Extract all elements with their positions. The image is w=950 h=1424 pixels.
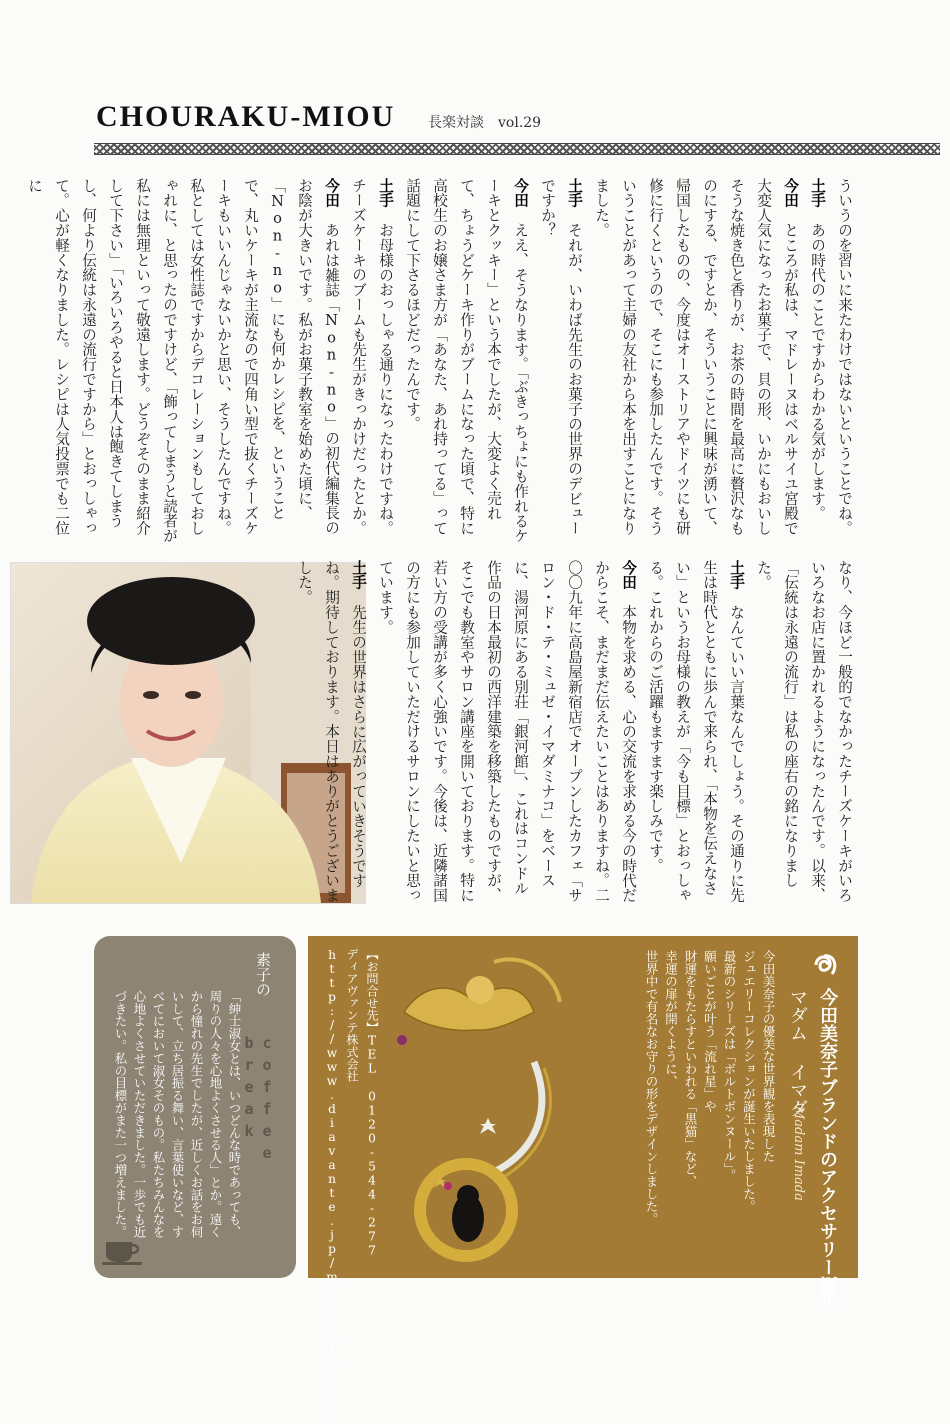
brand-advertisement [308, 936, 858, 1424]
article-paragraph [642, 560, 750, 910]
ad-headline: 今田美奈子ブランドのアクセサリー誕生 [817, 988, 838, 1312]
ad-contact-line: ディアヴァンテ株式会社 [345, 948, 359, 1083]
paragraph-text: なり、今ほど一般的でなかったチーズケーキがいろいろなお店に置かれるようになったんです。以来、「伝統は永遠の流行」は私の座右の銘になりました。 [755, 560, 853, 903]
ad-description-line: ジュエリーコレクションが誕生いたしました。 [741, 950, 757, 1213]
coffee-break-brand: coffee break [240, 1034, 276, 1166]
paragraph-text: 先生の世界はさらに広がっていきそうですね。期待しております。本日はありがとうございました。 [296, 560, 367, 903]
magazine-subtitle: 長楽対談 vol.29 [428, 115, 542, 131]
paragraph-text: あれは雑誌「Non-no」の初代編集長のお陰が大きいです。私がお菓子教室を始めた頃に、「Non-no」にも何かレシピを、ということで、丸いケーキが主流なので四角い型で抜くチーズケーキもいいんじゃないかと思い、そうしたんですね。私としては女性誌ですからデコレーションもしておしゃれに、と思ったのですけど、「飾ってしまうと読者が私には無理といって敬遠します。どうぞそのまま紹介して下さい」「いろいろやると日本人は飽きてしまうし、何より伝統は永遠の流行ですから」とおっしゃって。心が軽くなりました。レシピは人気投票でも二位に [26, 178, 340, 544]
article-paragraph [534, 178, 588, 546]
ad-description-line: 財運をもたらすといわれる「黒猫」など、 [683, 950, 698, 1188]
article-bottom [296, 560, 858, 910]
jewelry-illustration [384, 942, 584, 1268]
article-top [26, 178, 858, 546]
paragraph-text: ええ、そうなります。「ぶきっちょにも作れるケーキとクッキー」という本でしたが、大変よく売れて、ちょうどケーキ作りがブームになった頃で、特に高校生のお嬢さま方が「あなた、あれ持ってる」って話題にして下さるほどだったんです。 [404, 178, 529, 544]
ad-contact-line: 【お問合せ先】TEL 0120-544-277 [365, 948, 379, 1258]
magazine-title: CHOURAKU-MIOU [96, 100, 396, 133]
speaker-label: 土手 [350, 560, 367, 605]
coffee-break-paragraph: 「紳士淑女とは、いつどんな時であっても、周りの人々を心地よくさせる人」とか。遠くから憧れの先生でしたが、近しくお話をお伺いして、立ち居振る舞い、言葉使いなど、すべてにおいて淑女そのもの。私たちみんなを心地よくさせていただきました。一歩でも近づきたい。私の目標がまた一つ増えました。 [113, 990, 242, 1238]
article-paragraph [372, 560, 642, 910]
paragraph-text: あの時代のことですからわかる気がします。 [809, 222, 826, 521]
paragraph-text: それが、いわば先生のお菓子の世界のデビューですか？ [539, 178, 583, 536]
article-paragraph [21, 178, 345, 546]
ad-description-line: 最新のシリーズは「ボルトボンヌール」。 [722, 950, 737, 1182]
coffee-break-title: 素子の [254, 952, 272, 997]
article-paragraph [750, 560, 858, 910]
paragraph-text: 本物を求める、心の交流を求める今の時代だからこそ、まだまだ伝えたいことはありますね。二〇〇九年に高島屋新宿店でオープンしたカフェ「サロン・ド・テ・ミュゼ・イマダミナコ」をベースに、湯河原にある別荘「銀河館」、これはコンドル作品の日本最初の西洋建築を移築したものですが、そこでも教室やサロン講座を開いております。特に若い方の受講が多く心強いです。今後は、近隣諸国の方にも参加していただけるサロンにしたいと思っています。 [377, 560, 637, 903]
speaker-label: 土手 [377, 178, 394, 223]
decorative-rule [94, 143, 940, 155]
ad-brand-name-en: Madam Imada [791, 1106, 806, 1201]
coffee-break-text [111, 990, 244, 1244]
ad-contact-line: http://www.diavante.jp/madamimada/ [325, 948, 339, 1424]
coffee-break-panel [94, 936, 296, 1278]
speaker-label: 今田 [323, 178, 340, 223]
article-paragraph [588, 178, 804, 546]
article-paragraph [291, 560, 372, 910]
ad-description-line: 願いごとが叶う「流れ星」や [702, 950, 718, 1113]
brand-logo-icon [810, 950, 840, 980]
article-paragraph [831, 178, 858, 546]
speaker-label: 今田 [782, 178, 799, 223]
paragraph-text: ういうのを習いに来たわけではないということでね。 [836, 178, 853, 536]
article-paragraph [804, 178, 831, 546]
speaker-label: 土手 [728, 560, 745, 605]
article-paragraph [399, 178, 534, 546]
ad-brand-name: マダム イマダ [787, 988, 808, 1117]
speaker-label: 土手 [809, 178, 826, 223]
article-paragraph [345, 178, 399, 546]
ad-contact [322, 948, 382, 1424]
paragraph-text: お母様のおっしゃる通りになったわけですね。チーズケーキのブームも先生がきっかけだったとか。 [350, 178, 394, 536]
ad-description-line: 幸運の扉が開くように、 [663, 950, 679, 1088]
paragraph-text: なんていい言葉なんでしょう。その通りに先生は時代とともに歩んで来られ、「本物を伝えなさい」というお母様の教えが「今も目標」とおっしゃる。これからのご活躍もますます楽しみです。 [647, 560, 745, 903]
coffee-cup-icon [100, 1236, 148, 1266]
speaker-label: 今田 [620, 560, 637, 605]
ad-description-line: 世界中で有名なお守りの形をデザインしました。 [644, 950, 659, 1225]
ad-description [642, 950, 779, 1240]
speaker-label: 今田 [512, 178, 529, 223]
speaker-label: 土手 [566, 178, 583, 223]
paragraph-text: ところが私は、マドレーヌはベルサイユ宮殿で大変人気になったお菓子で、貝の形、いかにもおいしそうな焼き色と香りが、お茶の時間を最高に贅沢なものにする、ですとか、そういうことに興味が湧いて、帰国したものの、今度はオーストリアやドイツにも研修に行くというので、そこにも参加したんです。そういうことがあって主婦の友社から本を出すことになりました。 [593, 178, 799, 536]
ad-description-line: 今田美奈子の優美な世界観を表現した [761, 950, 776, 1163]
